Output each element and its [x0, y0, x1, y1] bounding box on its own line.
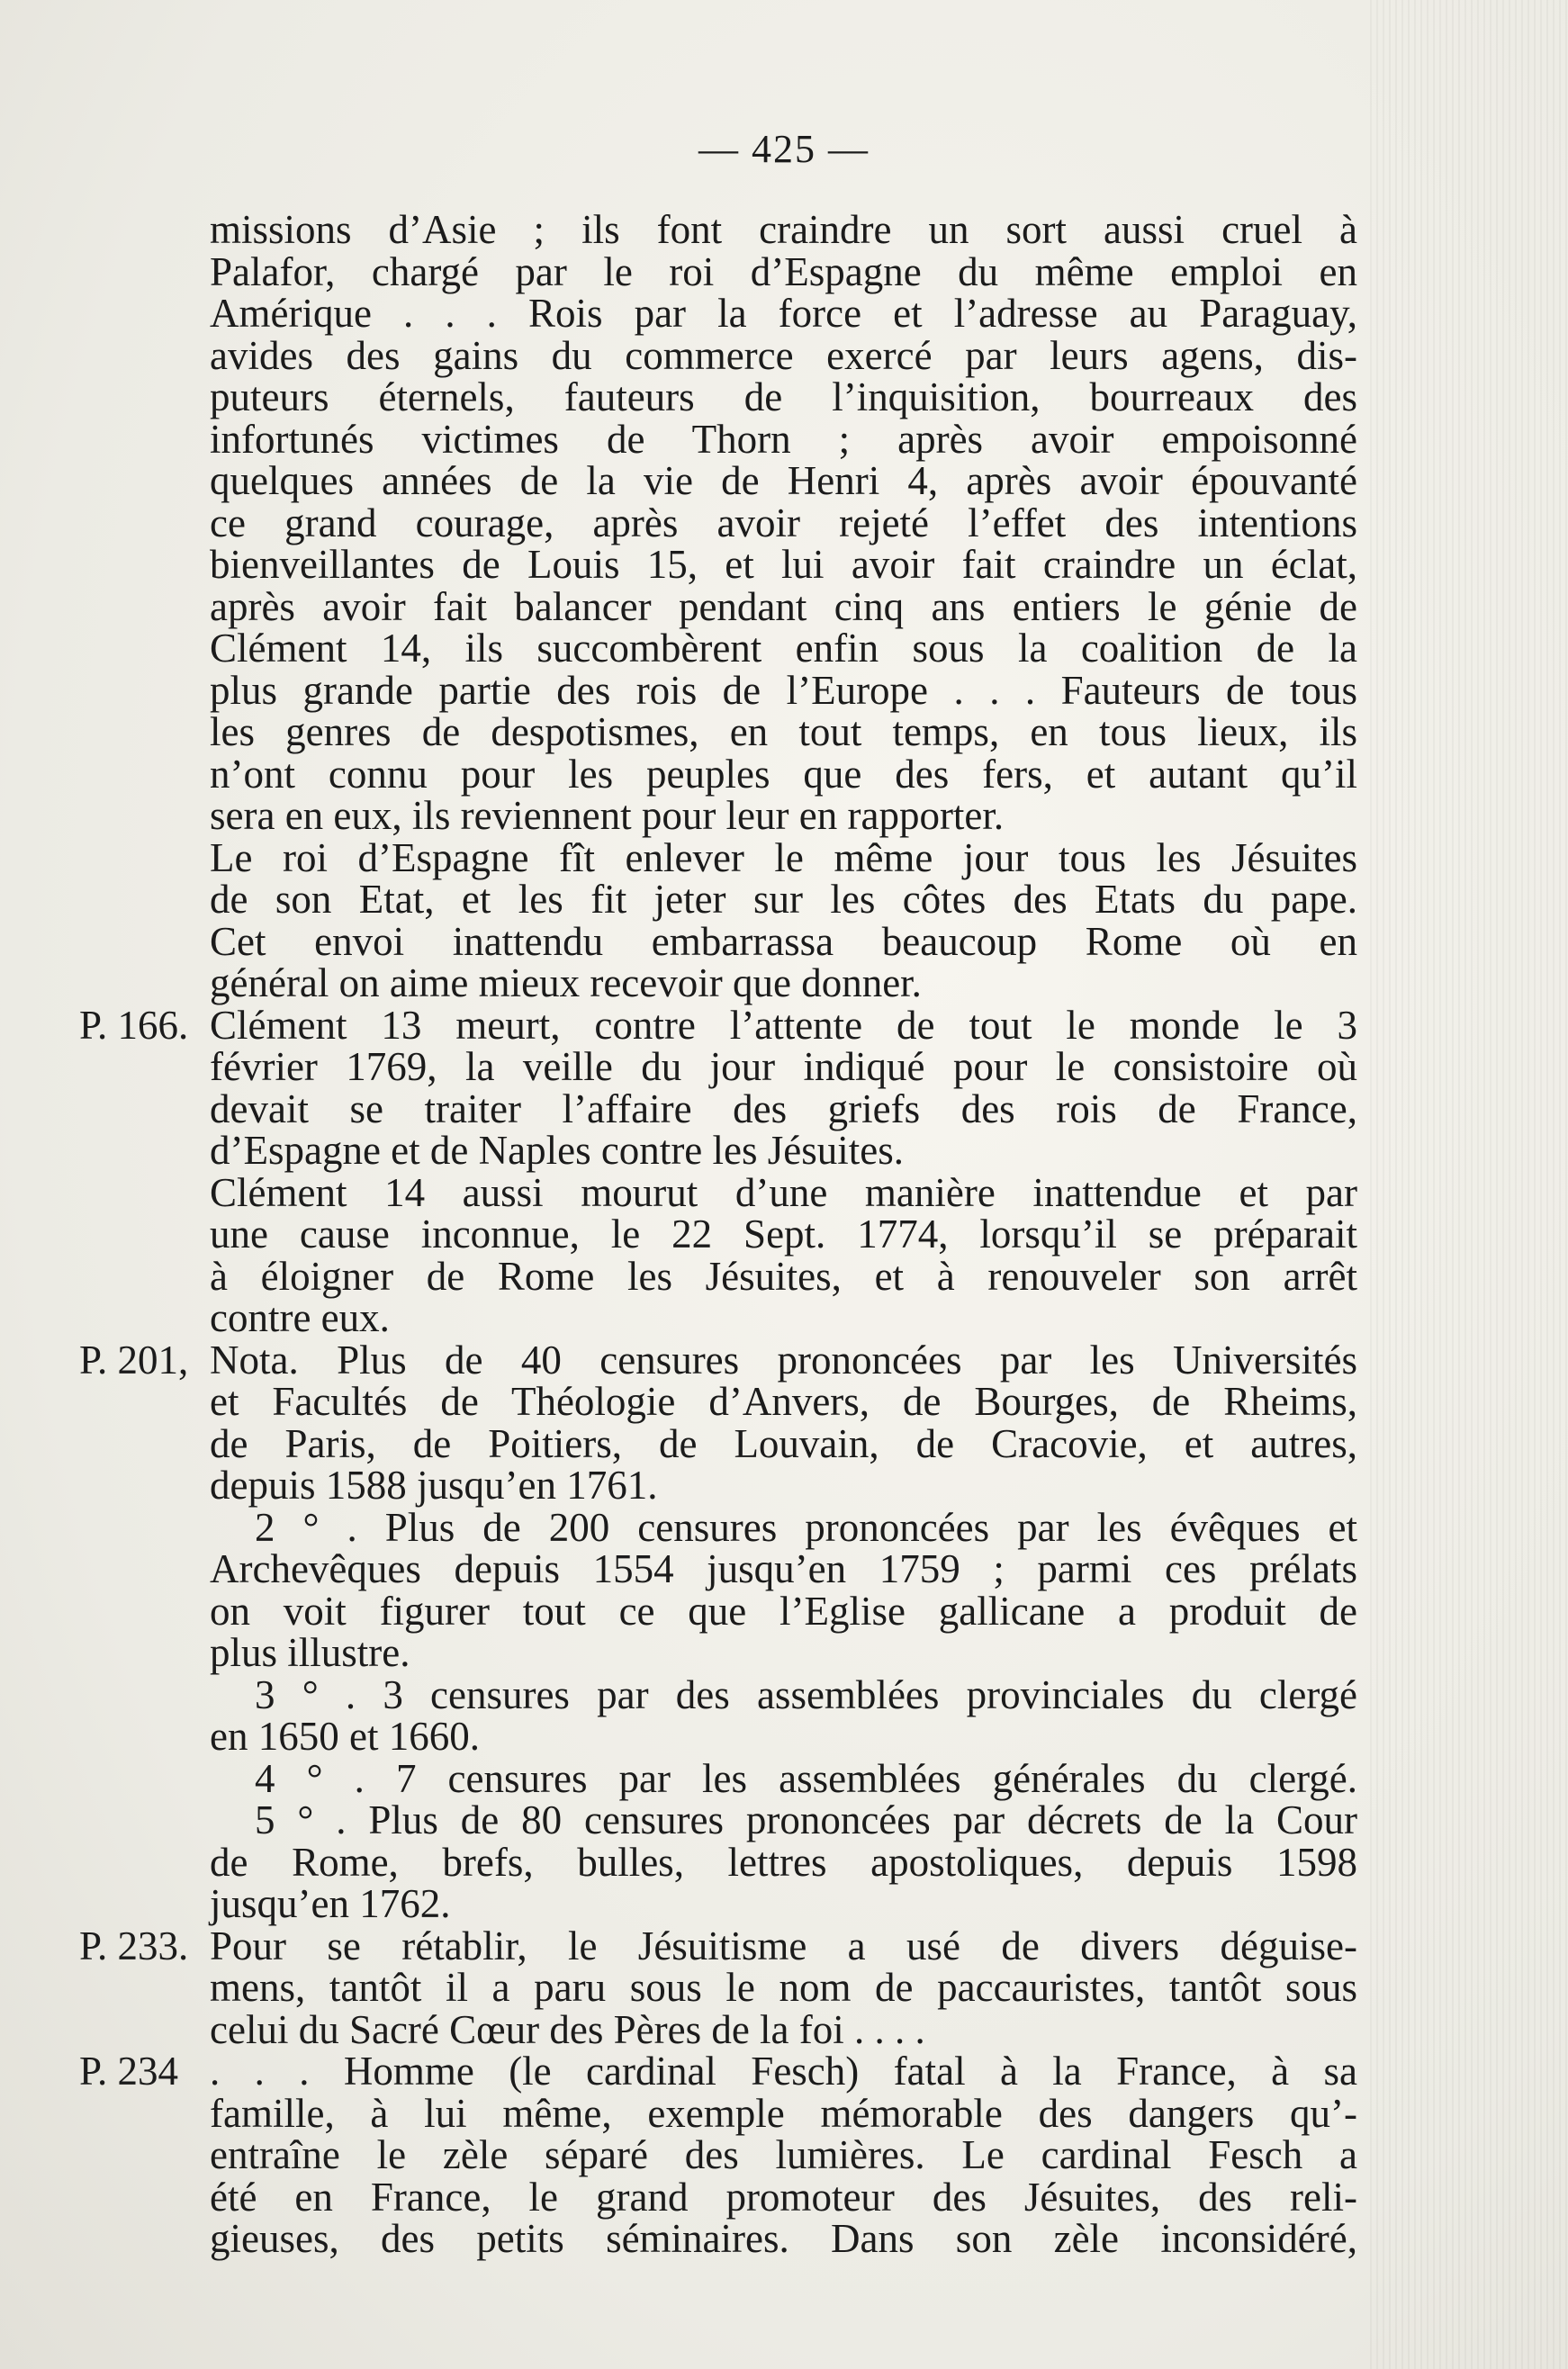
line-text: 3 ° . 3 censures par des assemblées provinciales du clergé [255, 1671, 1357, 1717]
line-text: en 1650 et 1660. [210, 1714, 480, 1759]
text-line [79, 1548, 1357, 1590]
page-reference [79, 2009, 210, 2051]
page-reference [79, 502, 210, 545]
page-reference [79, 627, 210, 670]
line-text: Nota. Plus de 40 censures prononcées par les Universités [210, 1337, 1357, 1383]
line-text: quelques années de la vie de Henri 4, après avoir épouvanté [210, 458, 1357, 503]
page-reference [79, 586, 210, 628]
page-reference [79, 1297, 210, 1339]
line-text: avides des gains du commerce exercé par leurs agens, dis- [210, 332, 1357, 378]
text-line [79, 1799, 1357, 1842]
line-text: Archevêques depuis 1554 jusqu’en 1759 ; parmi ces prélats [210, 1546, 1357, 1591]
text-line [79, 711, 1357, 753]
page-reference [79, 837, 210, 879]
text-line [79, 1381, 1357, 1423]
line-text: entraîne le zèle séparé des lumières. Le cardinal Fesch a [210, 2132, 1357, 2177]
paper-texture [1370, 0, 1568, 2369]
text-line [79, 918, 1357, 964]
text-line [79, 1632, 1357, 1674]
line-text: gieuses, des petits séminaires. Dans son zèle inconsidéré, [210, 2216, 1357, 2261]
text-line [79, 878, 1357, 921]
page-reference [79, 1046, 210, 1088]
text-line [79, 1839, 1357, 1885]
line-text: Le roi d’Espagne fît enlever le même jour tous les Jésuites [210, 834, 1357, 880]
page-reference [79, 1716, 210, 1758]
page-reference [79, 1758, 210, 1800]
page-reference [79, 209, 210, 251]
page-number: — 425 — [698, 127, 870, 171]
line-text: de Rome, brefs, bulles, lettres apostoliques, depuis 1598 [210, 1839, 1357, 1885]
line-text: à éloigner de Rome les Jésuites, et à renouveler son arrêt [210, 1253, 1357, 1299]
text-line [79, 544, 1357, 586]
line-text: plus grande partie des rois de l’Europe . . . Fauteurs de tous [210, 667, 1357, 713]
page-reference [79, 460, 210, 502]
line-text: et Facultés de Théologie d’Anvers, de Bourges, de Rheims, [210, 1379, 1357, 1424]
line-text: mens, tantôt il a paru sous le nom de paccauristes, tantôt sous [210, 1965, 1357, 2010]
page-reference [79, 2176, 210, 2219]
page-reference [79, 1172, 210, 1214]
text-line [79, 2050, 1357, 2093]
text-line [79, 248, 1357, 294]
line-text: février 1769, la veille du jour indiqué pour le consistoire où [210, 1044, 1357, 1089]
text-line [79, 1085, 1357, 1131]
text-line [79, 209, 1357, 251]
line-text: Clément 14, ils succombèrent enfin sous la coalition de la [210, 626, 1357, 671]
line-text: depuis 1588 jusqu’en 1761. [210, 1463, 658, 1508]
line-text: devait se traiter l’affaire des griefs des rois de France, [210, 1085, 1357, 1131]
text-line [79, 1967, 1357, 2009]
page-reference [79, 1130, 210, 1172]
page-reference [79, 251, 210, 293]
line-text: plus illustre. [210, 1630, 410, 1675]
text-line [79, 834, 1357, 880]
line-text: contre eux. [210, 1295, 390, 1340]
line-text: Palafor, chargé par le roi d’Espagne du même emploi en [210, 248, 1357, 294]
page-reference [79, 1632, 210, 1674]
page-reference [79, 711, 210, 753]
text-line [79, 962, 1357, 1004]
text-line [79, 753, 1357, 796]
text-line [79, 376, 1357, 419]
line-text: 2 ° . Plus de 200 censures prononcées par les évêques et [255, 1504, 1357, 1550]
line-text: une cause inconnue, le 22 Sept. 1774, lorsqu’il se préparait [210, 1212, 1357, 1257]
line-text: ce grand courage, après avoir rejeté l’effet des intentions [210, 500, 1357, 545]
page-reference [79, 544, 210, 586]
text-line [79, 627, 1357, 670]
text-line [79, 583, 1357, 629]
page-reference [79, 2134, 210, 2176]
text-line [79, 2134, 1357, 2176]
text-line [79, 1716, 1357, 1758]
line-text: Amérique . . . Rois par la force et l’adresse au Paraguay, [210, 291, 1357, 336]
page-reference [79, 921, 210, 963]
text-line [79, 1004, 1357, 1047]
line-text: général on aime mieux recevoir que donner. [210, 960, 922, 1005]
line-text: d’Espagne et de Naples contre les Jésuites. [210, 1128, 904, 1173]
body-text [79, 209, 1357, 2260]
page-reference: P. 201, [79, 1337, 189, 1383]
line-text: 4 ° . 7 censures par les assemblées générales du clergé. [255, 1755, 1357, 1801]
page-reference [79, 1381, 210, 1423]
text-line [79, 332, 1357, 378]
line-text: les genres de despotismes, en tout temps, en tous lieux, ils [210, 709, 1357, 754]
text-line [79, 2176, 1357, 2219]
text-line [79, 1213, 1357, 1256]
page-reference [79, 335, 210, 377]
line-text: été en France, le grand promoteur des Jésuites, des reli- [210, 2174, 1357, 2220]
page-reference [79, 1967, 210, 2009]
text-line [79, 1130, 1357, 1172]
text-line [79, 1339, 1357, 1382]
text-line [79, 1253, 1357, 1299]
page-reference [79, 419, 210, 461]
line-text: missions d’Asie ; ils font craindre un sort aussi cruel à [210, 207, 1357, 252]
text-line [79, 2090, 1357, 2136]
text-line [79, 1169, 1357, 1215]
page-reference [79, 1883, 210, 1925]
line-text: puteurs éternels, fauteurs de l’inquisition, bourreaux des [210, 374, 1357, 419]
line-text: Clément 14 aussi mourut d’une manière inattendue et par [210, 1169, 1357, 1215]
page-reference: P. 166. [79, 1002, 189, 1048]
page-reference [79, 1088, 210, 1130]
page-reference [79, 1423, 210, 1465]
text-line [79, 795, 1357, 837]
page-reference [79, 2218, 210, 2260]
page-reference [79, 1590, 210, 1633]
line-text: Cet envoi inattendu embarrassa beaucoup Rome où en [210, 918, 1357, 964]
text-line [79, 1883, 1357, 1925]
line-text: jusqu’en 1762. [210, 1881, 451, 1926]
text-line [79, 1297, 1357, 1339]
text-line [79, 293, 1357, 335]
line-text: sera en eux, ils reviennent pour leur en rapporter. [210, 793, 1005, 838]
text-line [79, 1755, 1357, 1801]
line-text: 5 ° . Plus de 80 censures prononcées par décrets de la Cour [255, 1797, 1357, 1842]
page-reference [79, 878, 210, 921]
line-text: infortunés victimes de Thorn ; après avoir empoisonné [210, 416, 1357, 462]
page-reference: P. 233. [79, 1923, 189, 1968]
text-line [79, 1504, 1357, 1550]
page-reference [79, 2093, 210, 2135]
line-text: n’ont connu pour les peuples que des fers, et autant qu’il [210, 751, 1357, 797]
text-line [79, 2006, 1357, 2052]
text-line [79, 460, 1357, 502]
line-text: . . . Homme (le cardinal Fesch) fatal à la France, à sa [210, 2049, 1357, 2094]
page-reference [79, 1464, 210, 1507]
line-text: Clément 13 meurt, contre l’attente de tout le monde le 3 [210, 1002, 1357, 1048]
page-reference [79, 1674, 210, 1716]
page-reference [79, 1213, 210, 1256]
page-reference [79, 1842, 210, 1884]
text-line [79, 2218, 1357, 2260]
text-line [79, 1420, 1357, 1466]
line-text: de Paris, de Poitiers, de Louvain, de Cracovie, et autres, [210, 1420, 1357, 1466]
line-text: famille, à lui même, exemple mémorable des dangers qu’- [210, 2090, 1357, 2136]
text-line [79, 1671, 1357, 1717]
line-text: après avoir fait balancer pendant cinq ans entiers le génie de [210, 583, 1357, 629]
text-line [79, 416, 1357, 462]
page-reference: P. 234 [79, 2049, 179, 2094]
text-line [79, 502, 1357, 545]
page-reference [79, 753, 210, 796]
page-reference [79, 1548, 210, 1590]
page-reference [79, 795, 210, 837]
page-reference [79, 1799, 210, 1842]
text-line [79, 1464, 1357, 1507]
line-text: celui du Sacré Cœur des Pères de la foi . . . . [210, 2006, 925, 2052]
line-text: on voit figurer tout ce que l’Eglise gallicane a produit de [210, 1588, 1357, 1634]
text-line [79, 1925, 1357, 1968]
text-line [79, 667, 1357, 713]
page-reference [79, 376, 210, 419]
page-reference [79, 670, 210, 712]
line-text: Pour se rétablir, le Jésuitisme a usé de divers déguise- [210, 1923, 1357, 1968]
page-reference [79, 962, 210, 1004]
line-text: de son Etat, et les fit jeter sur les côtes des Etats du pape. [210, 877, 1357, 922]
text-line [79, 1046, 1357, 1088]
text-line [79, 1590, 1357, 1633]
line-text: bienveillantes de Louis 15, et lui avoir fait craindre un éclat, [210, 542, 1357, 587]
page-reference [79, 1256, 210, 1298]
page-reference [79, 1507, 210, 1549]
page-reference [79, 293, 210, 335]
